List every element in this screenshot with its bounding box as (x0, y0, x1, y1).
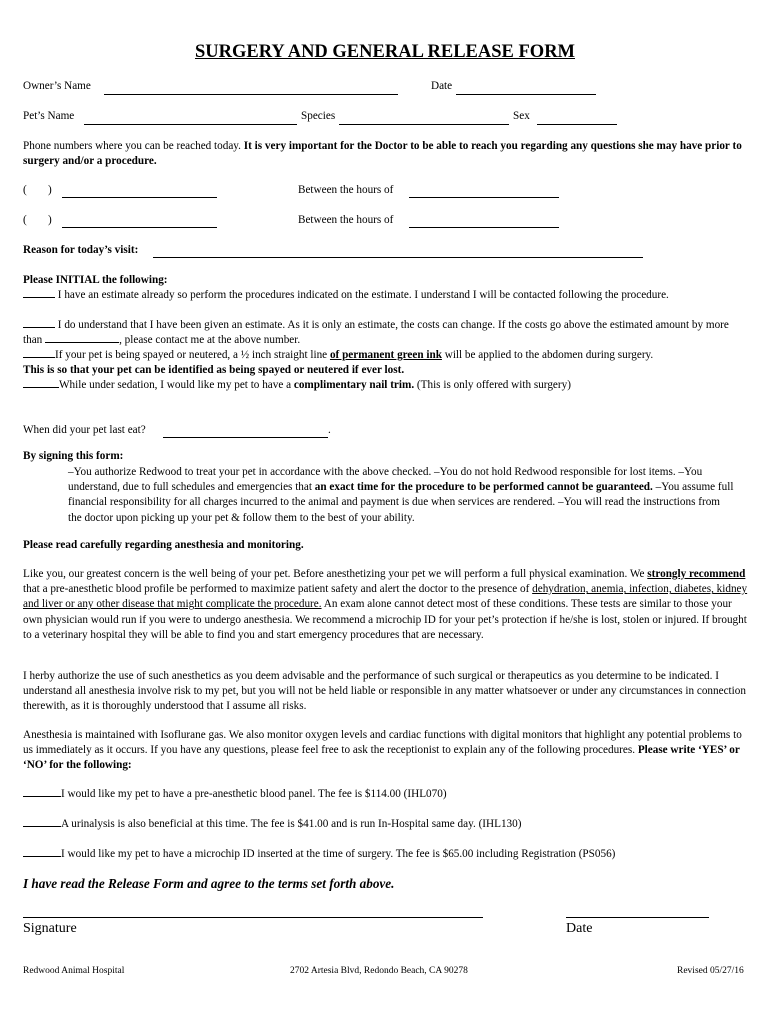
amount-field[interactable] (45, 333, 119, 343)
species-label: Species (301, 110, 336, 122)
paren-close-2: ) (48, 214, 52, 226)
initial-blank-4[interactable] (23, 378, 59, 388)
owner-name-field[interactable] (104, 94, 398, 95)
option-urinalysis: A urinalysis is also beneficial at this time. The fee is $41.00 and is run In-Hospital same day. (IHL130) (23, 817, 521, 830)
agreement-statement: I have read the Release Form and agree to the terms set forth above. (23, 876, 395, 891)
option-microchip: I would like my pet to have a microchip ID inserted at the time of surgery. The fee is $65.00 including Registration (PS056) (23, 847, 615, 860)
last-eat-field[interactable] (163, 437, 328, 438)
footer-hospital-name: Redwood Animal Hospital (23, 966, 125, 976)
yes-no-field-blood-panel[interactable] (23, 787, 61, 797)
anesthesia-paragraph-1: Like you, our greatest concern is the well being of your pet. Before anesthetizing your pet we will perform a full physical examination. We strongly recommend that a pre-anesthetic blood profile be performed to maximize patient safety and alert the doctor to the presence of dehydration, anemia, infection, diabetes, kidney and liver or any other disease that might complicate the procedure. An exam alone cannot detect most of these conditions. These tests are similar to those your own physician would run if you were to undergo anesthesia. We recommend a microchip ID for your pet’s protection if he/she is lost, stolen or injured. If brought to a veterinary hospital they will be able to find you and start emergency procedures that are necessary. (23, 568, 748, 641)
signature-date-field[interactable] (566, 917, 709, 918)
signature-date-label: Date (566, 921, 593, 936)
hours-field-1[interactable] (409, 197, 559, 198)
paren-open-2: ( (23, 214, 27, 226)
between-hours-label-1: Between the hours of (298, 184, 394, 196)
signing-heading: By signing this form: (23, 450, 124, 462)
footer-address: 2702 Artesia Blvd, Redondo Beach, CA 90278 (290, 966, 468, 976)
hours-field-2[interactable] (409, 227, 559, 228)
reason-label: Reason for today’s visit: (23, 244, 139, 256)
paren-open-1: ( (23, 184, 27, 196)
paren-close-1: ) (48, 184, 52, 196)
phone-field-1[interactable] (62, 197, 217, 198)
date-field[interactable] (456, 94, 596, 95)
monitoring-paragraph: Anesthesia is maintained with Isoflurane gas. We also monitor oxygen levels and cardiac functions with digital monitors that highlight any potential problems to us immediately as it occurs. If you have any questions, please feel free to ask the receptionist to explain any of the following procedures. Please write ‘YES’ or ‘NO’ for the following: (23, 729, 742, 772)
form-title: SURGERY AND GENERAL RELEASE FORM (194, 42, 576, 62)
initial-blank-1[interactable] (23, 288, 55, 298)
species-field[interactable] (339, 124, 509, 125)
between-hours-label-2: Between the hours of (298, 214, 394, 226)
initial-item-3: If your pet is being spayed or neutered, a ½ inch straight line of permanent green ink will be applied to the abdomen during surgery. This is so that your pet can be identified as being spayed or neutered if ever lost. (23, 349, 654, 377)
initial-blank-2[interactable] (23, 318, 55, 328)
last-eat-period: . (328, 424, 331, 436)
initial-item-2: I do understand that I have been given an estimate. As it is only an estimate, the costs can change. If the costs go above the estimated amount by more than , please contact me at the above number. (23, 319, 729, 347)
pet-name-field[interactable] (84, 124, 297, 125)
initial-item-1: I have an estimate already so perform the procedures indicated on the estimate. I understand I will be contacted following the procedure. (23, 288, 748, 303)
last-eat-label: When did your pet last eat? (23, 424, 146, 436)
anesthesia-heading: Please read carefully regarding anesthesia and monitoring. (23, 539, 304, 551)
phone-field-2[interactable] (62, 227, 217, 228)
sex-label: Sex (513, 110, 530, 122)
authorization-paragraph: I herby authorize the use of such anesthetics as you deem advisable and the performance of such surgical or therapeutics as you determine to be indicated. I understand all anesthesia involve risk to my pet, but you will not be held liable or responsible in any matter whatsoever or under any circumstances in connection therewith, as it is thoroughly understood that I assume all risks. (23, 670, 746, 713)
option-blood-panel: I would like my pet to have a pre-anesthetic blood panel. The fee is $114.00 (IHL070) (23, 787, 447, 800)
sex-field[interactable] (537, 124, 617, 125)
initial-item-4: While under sedation, I would like my pet to have a complimentary nail trim. (This is only offered with surgery) (23, 378, 748, 393)
pet-name-label: Pet’s Name (23, 110, 75, 122)
phone-intro: Phone numbers where you can be reached today. It is very important for the Doctor to be able to reach you regarding any questions she may have prior to surgery and/or a procedure. (23, 140, 742, 168)
owner-name-label: Owner’s Name (23, 80, 91, 92)
signing-text: –You authorize Redwood to treat your pet in accordance with the above checked. –You do not hold Redwood responsible for lost items. –You understand, due to full schedules and emergencies that an exact time for the procedure to be performed cannot be guaranteed. –You assume full financial responsibility for all charges incurred to the animal and payment is due when services are rendered. –You will read the instructions from the doctor upon picking up your pet & follow them to the best of your ability. (68, 466, 734, 524)
signature-label: Signature (23, 921, 77, 936)
initial-heading: Please INITIAL the following: (23, 274, 168, 286)
date-label: Date (431, 80, 453, 92)
signature-field[interactable] (23, 917, 483, 918)
reason-field[interactable] (153, 257, 643, 258)
yes-no-field-urinalysis[interactable] (23, 817, 61, 827)
initial-blank-3[interactable] (23, 348, 55, 358)
yes-no-field-microchip[interactable] (23, 847, 61, 857)
footer-revision: Revised 05/27/16 (677, 966, 744, 976)
